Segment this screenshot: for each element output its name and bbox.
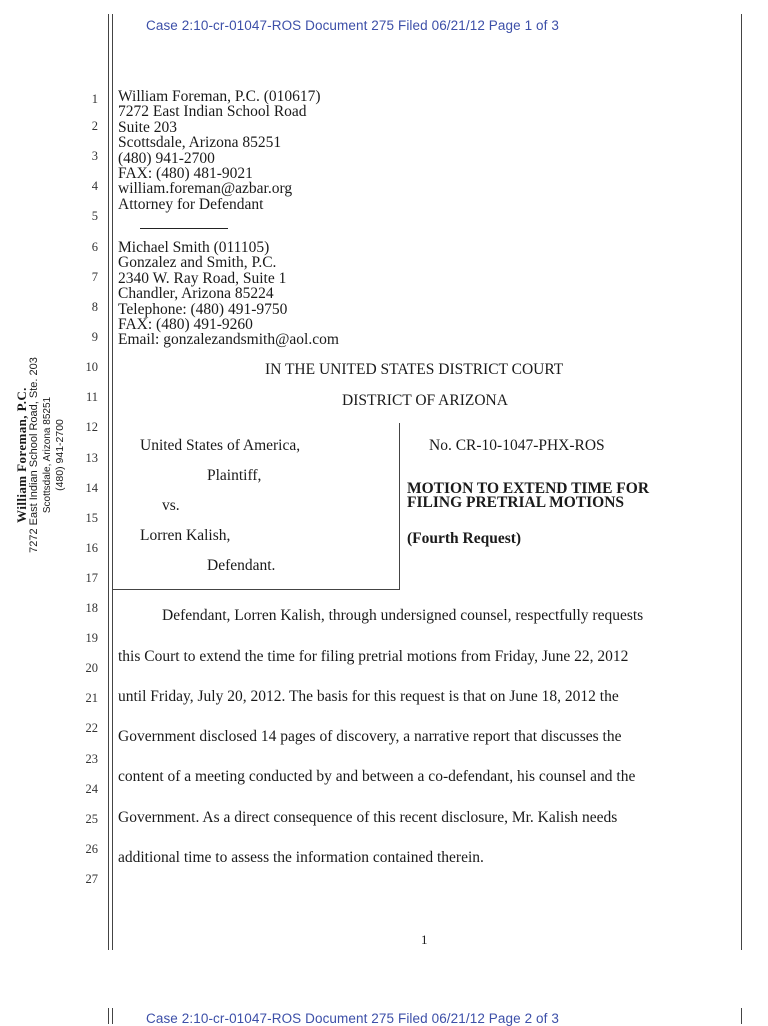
signature-rule	[140, 228, 228, 229]
counsel-line: William Foreman, P.C. (010617)	[118, 88, 321, 105]
defendant-label: Defendant.	[207, 557, 276, 574]
line-number: 5	[91, 209, 98, 223]
right-margin-rule	[741, 14, 742, 950]
counsel-line: Michael Smith (011105)	[118, 239, 270, 256]
page-header: Case 2:10-cr-01047-ROS Document 275 Filed 06/21/12 Page 1 of 3	[146, 18, 559, 33]
left-margin-rule-inner	[112, 14, 113, 950]
line-number: 13	[85, 451, 98, 465]
line-number: 7	[91, 270, 98, 284]
counsel-line: 7272 East Indian School Road	[118, 103, 307, 121]
line-number: 22	[85, 721, 98, 735]
side-firm-address: 7272 East Indian School Road, Ste. 203	[28, 357, 40, 553]
counsel-email: Email: gonzalezandsmith@aol.com	[118, 331, 339, 349]
side-firm-name: William Foreman, P.C.	[14, 387, 29, 523]
line-number: 17	[85, 571, 98, 585]
motion-title	[407, 482, 649, 510]
line-number: 26	[85, 842, 98, 856]
line-number: 4	[91, 179, 98, 193]
line-number: 9	[91, 330, 98, 344]
request-number: (Fourth Request)	[407, 530, 522, 547]
counsel-line: FAX: (480) 491-9260	[118, 316, 253, 334]
court-name: IN THE UNITED STATES DISTRICT COURT	[265, 361, 564, 378]
body-line: this Court to extend the time for filing pretrial motions from Friday, June 22, 2012	[118, 648, 629, 665]
caption-vertical-rule	[399, 423, 400, 589]
counsel-role: Attorney for Defendant	[118, 195, 264, 213]
motion-title-line: MOTION TO EXTEND TIME FOR	[407, 480, 650, 497]
line-number: 8	[91, 300, 98, 314]
line-number: 1	[91, 92, 98, 106]
line-number: 10	[85, 360, 98, 374]
line-number: 6	[91, 240, 98, 254]
body-line: Government. As a direct consequence of this recent disclosure, Mr. Kalish needs	[118, 809, 618, 826]
plaintiff-label: Plaintiff,	[207, 467, 262, 484]
versus: vs.	[162, 497, 180, 514]
body-line: until Friday, July 20, 2012. The basis for this request is that on June 18, 2012 the	[118, 688, 619, 705]
line-number: 19	[85, 631, 98, 645]
counsel-line: Chandler, Arizona 85224	[118, 285, 274, 303]
body-line: Defendant, Lorren Kalish, through undersigned counsel, respectfully requests	[162, 607, 644, 624]
line-number: 14	[85, 481, 98, 495]
page2-header: Case 2:10-cr-01047-ROS Document 275 Filed 06/21/12 Page 2 of 3	[146, 1011, 559, 1026]
counsel-line: FAX: (480) 481-9021	[118, 165, 253, 183]
court-district: DISTRICT OF ARIZONA	[342, 392, 508, 409]
side-firm-phone: (480) 941-2700	[54, 419, 66, 491]
line-number: 18	[85, 601, 98, 615]
side-firm-city: Scottsdale, Arizona 85251	[42, 396, 53, 514]
counsel-line: Suite 203	[118, 118, 177, 136]
page-number: 1	[421, 932, 428, 947]
caption-bottom-rule	[112, 589, 400, 590]
case-number: No. CR-10-1047-PHX-ROS	[429, 437, 605, 454]
counsel-block-smith	[118, 240, 339, 348]
line-number: 3	[91, 149, 98, 163]
line-number: 27	[85, 872, 98, 886]
counsel-line: (480) 941-2700	[118, 149, 215, 167]
line-number: 11	[85, 390, 98, 404]
body-line: Government disclosed 14 pages of discovery, a narrative report that discusses the	[118, 728, 622, 745]
line-number: 2	[91, 119, 98, 133]
defendant-name: Lorren Kalish,	[140, 527, 231, 544]
counsel-line: Gonzalez and Smith, P.C.	[118, 254, 277, 272]
line-number: 21	[85, 691, 98, 705]
counsel-line: Telephone: (480) 491-9750	[118, 300, 288, 318]
plaintiff-name: United States of America,	[140, 437, 301, 454]
counsel-line: 2340 W. Ray Road, Suite 1	[118, 269, 287, 287]
body-line: content of a meeting conducted by and between a co-defendant, his counsel and the	[118, 768, 636, 785]
line-number: 24	[85, 782, 98, 796]
body-line: additional time to assess the information contained therein.	[118, 849, 484, 866]
line-number: 20	[85, 661, 98, 675]
line-number: 12	[85, 420, 98, 434]
page2-right-margin-rule	[741, 1008, 742, 1024]
line-number: 25	[85, 812, 98, 826]
counsel-block-foreman	[118, 89, 321, 212]
page2-left-margin-rule	[108, 1008, 109, 1024]
line-number: 16	[85, 541, 98, 555]
line-number: 15	[85, 511, 98, 525]
counsel-line: Scottsdale, Arizona 85251	[118, 134, 282, 152]
counsel-email: william.foreman@azbar.org	[118, 180, 293, 198]
motion-title-line: FILING PRETRIAL MOTIONS	[407, 494, 625, 511]
line-number: 23	[85, 752, 98, 766]
left-margin-rule	[108, 14, 109, 950]
page2-left-margin-rule-inner	[112, 1008, 113, 1024]
